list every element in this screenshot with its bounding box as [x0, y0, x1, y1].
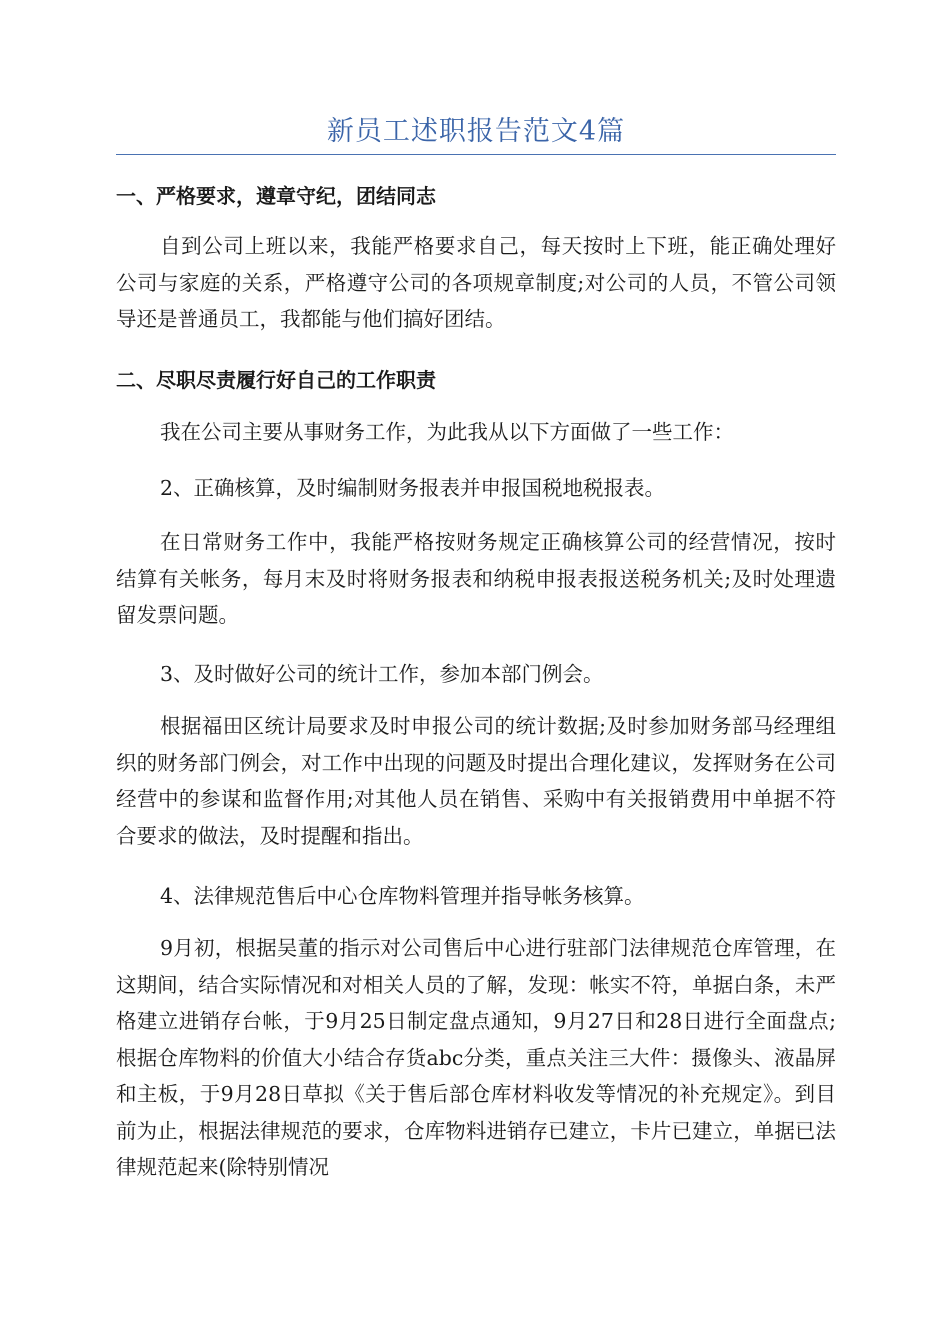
- section-heading-2: 二、尽职尽责履行好自己的工作职责: [116, 368, 436, 392]
- list-item-3: 3、及时做好公司的统计工作，参加本部门例会。: [160, 662, 604, 686]
- section-heading-1: 一、严格要求，遵章守纪，团结同志: [116, 184, 436, 208]
- document-title: 新员工述职报告范文4篇: [326, 116, 626, 147]
- paragraph-5: 9月初，根据吴董的指示对公司售后中心进行驻部门法律规范仓库管理，在这期间，结合实际情况和对相关人员的了解，发现：帐实不符，单据白条，未严格建立进销存台帐，于9月25日制定盘点通知，9月27日和28日进行全面盘点;根据仓库物料的价值大小结合存货abc分类，重点关注三大件：摄像头、液晶屏和主板，于9月28日草拟《关于售后部仓库材料收发等情况的补充规定》。到目前为止，根据法律规范的要求，仓库物料进销存已建立，卡片已建立，单据已法律规范起来(除特别情况: [116, 936, 836, 1179]
- title-underline: [116, 154, 836, 155]
- paragraph-4: 根据福田区统计局要求及时申报公司的统计数据;及时参加财务部马经理组织的财务部门例会，对工作中出现的问题及时提出合理化建议，发挥财务在公司经营中的参谋和监督作用;对其他人员在销售、采购中有关报销费用中单据不符合要求的做法，及时提醒和指出。: [116, 714, 836, 848]
- paragraph-2: 我在公司主要从事财务工作，为此我从以下方面做了一些工作：: [160, 420, 734, 444]
- list-item-2: 2、正确核算，及时编制财务报表并申报国税地税报表。: [160, 476, 666, 500]
- paragraph-3: 在日常财务工作中，我能严格按财务规定正确核算公司的经营情况，按时结算有关帐务，每月末及时将财务报表和纳税申报表报送税务机关;及时处理遗留发票问题。: [116, 530, 836, 627]
- paragraph-1: 自到公司上班以来，我能严格要求自己，每天按时上下班，能正确处理好公司与家庭的关系，严格遵守公司的各项规章制度;对公司的人员，不管公司领导还是普通员工，我都能与他们搞好团结。: [116, 234, 836, 331]
- list-item-4: 4、法律规范售后中心仓库物料管理并指导帐务核算。: [160, 884, 645, 908]
